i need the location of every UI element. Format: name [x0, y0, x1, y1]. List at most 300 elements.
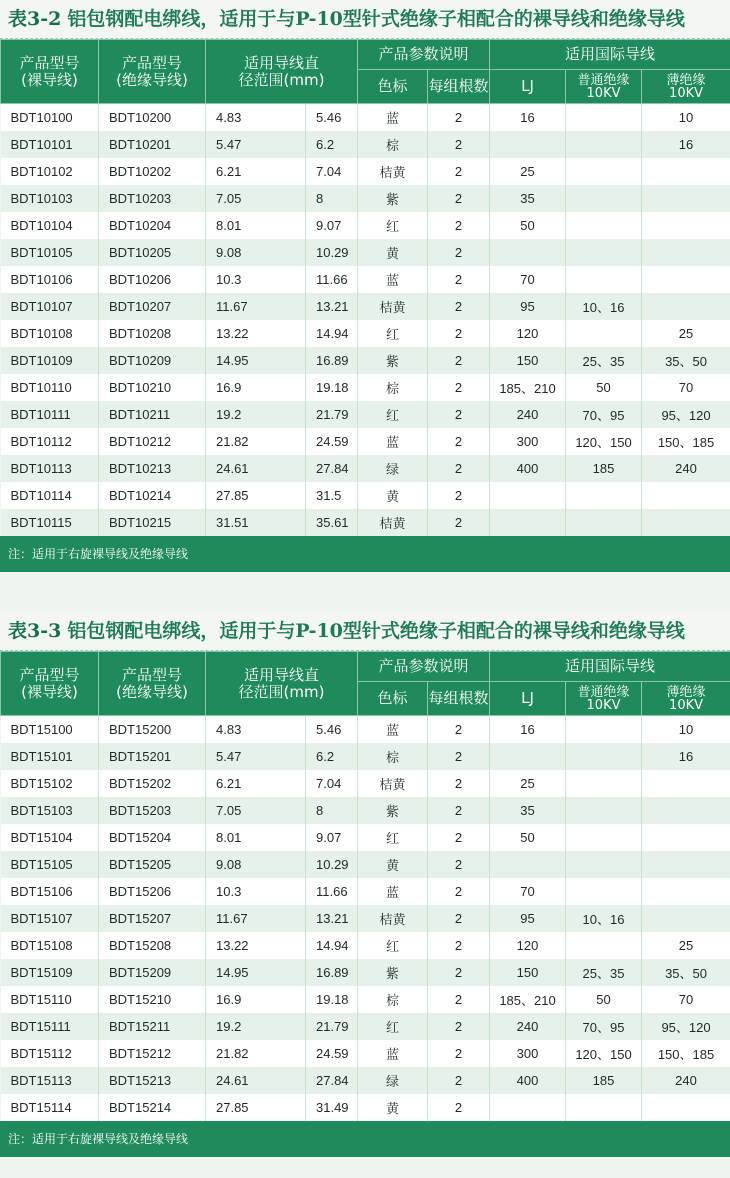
cell-model-bare: BDT15103	[1, 797, 99, 824]
cell-count: 2	[428, 158, 490, 185]
cell-diameter-min: 21.82	[206, 1040, 306, 1067]
cell-normal-insulation: 70、95	[566, 1013, 642, 1040]
cell-count: 2	[428, 239, 490, 266]
cell-normal-insulation	[566, 1094, 642, 1121]
cell-diameter-min: 19.2	[206, 401, 306, 428]
table-row	[1, 212, 730, 239]
cell-model-insulated: BDT10208	[99, 320, 206, 347]
cell-diameter-max: 27.84	[306, 455, 358, 482]
cell-count: 2	[428, 131, 490, 158]
cell-lj: 35	[490, 797, 566, 824]
table-row	[1, 482, 730, 509]
cell-model-insulated: BDT15204	[99, 824, 206, 851]
cell-model-bare: BDT10104	[1, 212, 99, 239]
cell-normal-insulation: 25、35	[566, 347, 642, 374]
cell-diameter-min: 8.01	[206, 212, 306, 239]
cell-diameter-min: 27.85	[206, 482, 306, 509]
cell-diameter-min: 13.22	[206, 320, 306, 347]
cell-lj: 185、210	[490, 374, 566, 401]
spec-table	[0, 651, 730, 1121]
cell-thin-insulation	[642, 509, 730, 536]
cell-color: 红	[358, 320, 428, 347]
cell-model-insulated: BDT10202	[99, 158, 206, 185]
cell-lj: 240	[490, 401, 566, 428]
cell-diameter-max: 6.2	[306, 131, 358, 158]
header-lj: LJ	[490, 70, 566, 104]
cell-count: 2	[428, 716, 490, 744]
table-3-2-section	[0, 0, 730, 572]
cell-color: 紫	[358, 959, 428, 986]
table-row	[1, 158, 730, 185]
table-row	[1, 293, 730, 320]
cell-diameter-max: 10.29	[306, 851, 358, 878]
table-row	[1, 770, 730, 797]
cell-model-bare: BDT10102	[1, 158, 99, 185]
cell-diameter-min: 10.3	[206, 878, 306, 905]
cell-thin-insulation: 150、185	[642, 428, 730, 455]
cell-count: 2	[428, 986, 490, 1013]
cell-diameter-max: 24.59	[306, 1040, 358, 1067]
cell-thin-insulation	[642, 878, 730, 905]
cell-model-bare: BDT10103	[1, 185, 99, 212]
cell-thin-insulation: 10	[642, 104, 730, 132]
cell-thin-insulation	[642, 212, 730, 239]
cell-normal-insulation	[566, 158, 642, 185]
header-lj: LJ	[490, 682, 566, 716]
cell-model-insulated: BDT10210	[99, 374, 206, 401]
cell-diameter-min: 8.01	[206, 824, 306, 851]
cell-thin-insulation	[642, 266, 730, 293]
cell-normal-insulation	[566, 482, 642, 509]
table-3-3-section	[0, 612, 730, 1157]
cell-color: 蓝	[358, 266, 428, 293]
cell-model-insulated: BDT15212	[99, 1040, 206, 1067]
table-number: 表3-2	[8, 8, 62, 30]
cell-model-bare: BDT10111	[1, 401, 99, 428]
header-thin-insulation: 薄绝缘 10KV	[642, 70, 730, 104]
cell-lj: 16	[490, 104, 566, 132]
cell-model-bare: BDT10112	[1, 428, 99, 455]
cell-diameter-min: 16.9	[206, 986, 306, 1013]
table-row	[1, 1067, 730, 1094]
table-row	[1, 266, 730, 293]
table-row	[1, 797, 730, 824]
cell-lj: 16	[490, 716, 566, 744]
header-count: 每组根数	[428, 70, 490, 104]
cell-count: 2	[428, 878, 490, 905]
cell-thin-insulation	[642, 293, 730, 320]
cell-lj: 35	[490, 185, 566, 212]
cell-model-insulated: BDT15200	[99, 716, 206, 744]
table-row	[1, 320, 730, 347]
cell-color: 红	[358, 401, 428, 428]
table-title	[0, 612, 730, 651]
header-params: 产品参数说明	[358, 40, 490, 70]
cell-count: 2	[428, 455, 490, 482]
table-row	[1, 878, 730, 905]
cell-diameter-min: 9.08	[206, 239, 306, 266]
cell-diameter-max: 21.79	[306, 401, 358, 428]
cell-model-insulated: BDT10213	[99, 455, 206, 482]
cell-diameter-min: 6.21	[206, 158, 306, 185]
cell-thin-insulation: 240	[642, 1067, 730, 1094]
cell-color: 黄	[358, 482, 428, 509]
cell-lj: 95	[490, 293, 566, 320]
cell-lj: 25	[490, 158, 566, 185]
cell-model-insulated: BDT10214	[99, 482, 206, 509]
cell-color: 黄	[358, 239, 428, 266]
cell-thin-insulation	[642, 185, 730, 212]
cell-diameter-min: 27.85	[206, 1094, 306, 1121]
cell-color: 绿	[358, 455, 428, 482]
cell-color: 桔黄	[358, 905, 428, 932]
header-model-bare: 产品型号 (裸导线)	[1, 652, 99, 716]
cell-count: 2	[428, 1040, 490, 1067]
cell-color: 紫	[358, 797, 428, 824]
cell-lj: 400	[490, 455, 566, 482]
cell-model-bare: BDT10110	[1, 374, 99, 401]
cell-diameter-max: 9.07	[306, 824, 358, 851]
table-row	[1, 104, 730, 132]
cell-normal-insulation	[566, 716, 642, 744]
cell-diameter-max: 19.18	[306, 986, 358, 1013]
cell-count: 2	[428, 347, 490, 374]
header-params: 产品参数说明	[358, 652, 490, 682]
table-title	[0, 0, 730, 39]
cell-lj: 150	[490, 959, 566, 986]
cell-diameter-min: 24.61	[206, 1067, 306, 1094]
cell-lj	[490, 743, 566, 770]
cell-lj: 70	[490, 266, 566, 293]
cell-lj: 300	[490, 428, 566, 455]
cell-color: 黄	[358, 851, 428, 878]
cell-color: 蓝	[358, 428, 428, 455]
cell-model-bare: BDT10114	[1, 482, 99, 509]
cell-normal-insulation: 10、16	[566, 293, 642, 320]
cell-diameter-max: 6.2	[306, 743, 358, 770]
cell-model-bare: BDT10107	[1, 293, 99, 320]
table-row	[1, 905, 730, 932]
cell-model-bare: BDT15114	[1, 1094, 99, 1121]
table-row	[1, 455, 730, 482]
cell-model-bare: BDT15112	[1, 1040, 99, 1067]
cell-normal-insulation	[566, 743, 642, 770]
table-row	[1, 239, 730, 266]
table-row	[1, 131, 730, 158]
header-normal-insulation: 普通绝缘 10KV	[566, 70, 642, 104]
cell-count: 2	[428, 320, 490, 347]
cell-diameter-max: 16.89	[306, 347, 358, 374]
table-note: 注：适用于右旋裸导线及绝缘导线	[0, 536, 730, 572]
cell-count: 2	[428, 851, 490, 878]
cell-model-bare: BDT10100	[1, 104, 99, 132]
cell-thin-insulation	[642, 824, 730, 851]
cell-color: 棕	[358, 743, 428, 770]
header-color: 色标	[358, 682, 428, 716]
cell-count: 2	[428, 266, 490, 293]
cell-normal-insulation	[566, 509, 642, 536]
cell-diameter-min: 5.47	[206, 743, 306, 770]
cell-model-insulated: BDT10204	[99, 212, 206, 239]
cell-normal-insulation	[566, 320, 642, 347]
cell-normal-insulation	[566, 878, 642, 905]
cell-count: 2	[428, 374, 490, 401]
cell-model-bare: BDT15107	[1, 905, 99, 932]
cell-thin-insulation: 70	[642, 986, 730, 1013]
table-row	[1, 1013, 730, 1040]
cell-lj: 150	[490, 347, 566, 374]
cell-normal-insulation: 10、16	[566, 905, 642, 932]
cell-normal-insulation: 120、150	[566, 428, 642, 455]
cell-count: 2	[428, 482, 490, 509]
cell-model-bare: BDT10108	[1, 320, 99, 347]
cell-model-insulated: BDT10203	[99, 185, 206, 212]
cell-thin-insulation: 95、120	[642, 1013, 730, 1040]
cell-model-insulated: BDT15208	[99, 932, 206, 959]
cell-lj: 120	[490, 932, 566, 959]
cell-count: 2	[428, 401, 490, 428]
cell-diameter-max: 14.94	[306, 932, 358, 959]
cell-model-insulated: BDT10200	[99, 104, 206, 132]
cell-color: 红	[358, 932, 428, 959]
cell-lj: 70	[490, 878, 566, 905]
header-model-insulated: 产品型号 (绝缘导线)	[99, 40, 206, 104]
cell-diameter-max: 8	[306, 797, 358, 824]
cell-diameter-max: 24.59	[306, 428, 358, 455]
table-row	[1, 401, 730, 428]
cell-normal-insulation	[566, 797, 642, 824]
cell-model-insulated: BDT15209	[99, 959, 206, 986]
cell-thin-insulation	[642, 482, 730, 509]
cell-diameter-min: 5.47	[206, 131, 306, 158]
cell-color: 棕	[358, 374, 428, 401]
table-row	[1, 347, 730, 374]
cell-diameter-max: 13.21	[306, 905, 358, 932]
header-intl: 适用国际导线	[490, 40, 730, 70]
cell-model-insulated: BDT15203	[99, 797, 206, 824]
cell-count: 2	[428, 824, 490, 851]
cell-diameter-min: 10.3	[206, 266, 306, 293]
cell-normal-insulation	[566, 239, 642, 266]
cell-diameter-max: 31.5	[306, 482, 358, 509]
cell-count: 2	[428, 104, 490, 132]
cell-model-insulated: BDT10215	[99, 509, 206, 536]
cell-model-bare: BDT10113	[1, 455, 99, 482]
cell-model-insulated: BDT15207	[99, 905, 206, 932]
cell-diameter-max: 35.61	[306, 509, 358, 536]
cell-model-insulated: BDT10209	[99, 347, 206, 374]
cell-diameter-min: 6.21	[206, 770, 306, 797]
cell-color: 蓝	[358, 104, 428, 132]
cell-color: 棕	[358, 131, 428, 158]
cell-thin-insulation: 35、50	[642, 347, 730, 374]
cell-thin-insulation: 16	[642, 743, 730, 770]
cell-model-bare: BDT15111	[1, 1013, 99, 1040]
cell-thin-insulation: 25	[642, 320, 730, 347]
cell-color: 桔黄	[358, 509, 428, 536]
cell-diameter-max: 5.46	[306, 104, 358, 132]
cell-lj: 50	[490, 824, 566, 851]
table-row	[1, 428, 730, 455]
table-row	[1, 959, 730, 986]
cell-normal-insulation	[566, 185, 642, 212]
cell-lj: 240	[490, 1013, 566, 1040]
cell-model-insulated: BDT15211	[99, 1013, 206, 1040]
cell-thin-insulation: 35、50	[642, 959, 730, 986]
cell-model-insulated: BDT15201	[99, 743, 206, 770]
cell-diameter-min: 19.2	[206, 1013, 306, 1040]
cell-model-insulated: BDT10212	[99, 428, 206, 455]
cell-diameter-min: 4.83	[206, 104, 306, 132]
cell-diameter-min: 7.05	[206, 185, 306, 212]
cell-diameter-max: 5.46	[306, 716, 358, 744]
cell-count: 2	[428, 1067, 490, 1094]
cell-color: 桔黄	[358, 293, 428, 320]
cell-model-bare: BDT15108	[1, 932, 99, 959]
cell-color: 桔黄	[358, 158, 428, 185]
table-title-text: 铝包钢配电绑线，适用于与P-10型针式绝缘子相配合的裸导线和绝缘导线	[67, 620, 685, 642]
cell-diameter-max: 8	[306, 185, 358, 212]
cell-lj: 300	[490, 1040, 566, 1067]
cell-diameter-max: 27.84	[306, 1067, 358, 1094]
table-row	[1, 374, 730, 401]
cell-diameter-max: 7.04	[306, 158, 358, 185]
table-row	[1, 1094, 730, 1121]
header-count: 每组根数	[428, 682, 490, 716]
cell-diameter-max: 21.79	[306, 1013, 358, 1040]
table-row	[1, 185, 730, 212]
header-thin-insulation: 薄绝缘 10KV	[642, 682, 730, 716]
cell-diameter-max: 7.04	[306, 770, 358, 797]
cell-color: 绿	[358, 1067, 428, 1094]
cell-diameter-max: 19.18	[306, 374, 358, 401]
cell-model-bare: BDT15106	[1, 878, 99, 905]
cell-thin-insulation	[642, 851, 730, 878]
cell-color: 棕	[358, 986, 428, 1013]
header-normal-insulation: 普通绝缘 10KV	[566, 682, 642, 716]
cell-normal-insulation: 70、95	[566, 401, 642, 428]
cell-model-insulated: BDT15210	[99, 986, 206, 1013]
cell-count: 2	[428, 905, 490, 932]
cell-model-bare: BDT15101	[1, 743, 99, 770]
cell-thin-insulation: 25	[642, 932, 730, 959]
cell-color: 红	[358, 212, 428, 239]
cell-model-bare: BDT15102	[1, 770, 99, 797]
header-model-bare: 产品型号 (裸导线)	[1, 40, 99, 104]
cell-model-bare: BDT10105	[1, 239, 99, 266]
table-row	[1, 716, 730, 744]
cell-model-insulated: BDT15206	[99, 878, 206, 905]
cell-thin-insulation: 240	[642, 455, 730, 482]
cell-lj	[490, 851, 566, 878]
cell-model-bare: BDT15109	[1, 959, 99, 986]
table-number: 表3-3	[8, 620, 62, 642]
cell-color: 桔黄	[358, 770, 428, 797]
table-row	[1, 1040, 730, 1067]
cell-color: 紫	[358, 185, 428, 212]
table-row	[1, 509, 730, 536]
cell-count: 2	[428, 1013, 490, 1040]
cell-color: 红	[358, 1013, 428, 1040]
cell-normal-insulation: 25、35	[566, 959, 642, 986]
cell-color: 红	[358, 824, 428, 851]
cell-normal-insulation: 50	[566, 374, 642, 401]
cell-lj: 120	[490, 320, 566, 347]
table-row	[1, 851, 730, 878]
cell-diameter-min: 14.95	[206, 959, 306, 986]
cell-model-bare: BDT15105	[1, 851, 99, 878]
cell-count: 2	[428, 932, 490, 959]
cell-diameter-max: 31.49	[306, 1094, 358, 1121]
cell-model-bare: BDT15100	[1, 716, 99, 744]
cell-normal-insulation	[566, 770, 642, 797]
cell-lj	[490, 1094, 566, 1121]
cell-thin-insulation	[642, 158, 730, 185]
cell-lj: 50	[490, 212, 566, 239]
cell-normal-insulation: 50	[566, 986, 642, 1013]
header-model-insulated: 产品型号 (绝缘导线)	[99, 652, 206, 716]
cell-color: 蓝	[358, 716, 428, 744]
cell-lj: 25	[490, 770, 566, 797]
cell-count: 2	[428, 509, 490, 536]
cell-model-bare: BDT10115	[1, 509, 99, 536]
table-note: 注：适用于右旋裸导线及绝缘导线	[0, 1121, 730, 1157]
cell-lj	[490, 131, 566, 158]
cell-lj: 185、210	[490, 986, 566, 1013]
cell-diameter-max: 13.21	[306, 293, 358, 320]
cell-diameter-min: 16.9	[206, 374, 306, 401]
cell-color: 黄	[358, 1094, 428, 1121]
cell-diameter-max: 11.66	[306, 266, 358, 293]
cell-diameter-min: 21.82	[206, 428, 306, 455]
cell-normal-insulation: 185	[566, 1067, 642, 1094]
cell-count: 2	[428, 293, 490, 320]
cell-color: 蓝	[358, 1040, 428, 1067]
cell-thin-insulation: 10	[642, 716, 730, 744]
table-title-text: 铝包钢配电绑线，适用于与P-10型针式绝缘子相配合的裸导线和绝缘导线	[67, 8, 685, 30]
cell-diameter-max: 16.89	[306, 959, 358, 986]
cell-count: 2	[428, 743, 490, 770]
cell-thin-insulation	[642, 239, 730, 266]
cell-diameter-max: 9.07	[306, 212, 358, 239]
cell-normal-insulation	[566, 131, 642, 158]
cell-model-bare: BDT15104	[1, 824, 99, 851]
table-row	[1, 986, 730, 1013]
cell-model-insulated: BDT10205	[99, 239, 206, 266]
cell-model-insulated: BDT10207	[99, 293, 206, 320]
cell-model-insulated: BDT10201	[99, 131, 206, 158]
cell-diameter-max: 11.66	[306, 878, 358, 905]
cell-normal-insulation	[566, 851, 642, 878]
cell-diameter-min: 31.51	[206, 509, 306, 536]
cell-model-bare: BDT10101	[1, 131, 99, 158]
cell-color: 蓝	[358, 878, 428, 905]
cell-color: 紫	[358, 347, 428, 374]
cell-thin-insulation: 16	[642, 131, 730, 158]
cell-diameter-min: 7.05	[206, 797, 306, 824]
cell-normal-insulation: 185	[566, 455, 642, 482]
header-intl: 适用国际导线	[490, 652, 730, 682]
cell-diameter-min: 13.22	[206, 932, 306, 959]
cell-count: 2	[428, 797, 490, 824]
cell-diameter-min: 11.67	[206, 293, 306, 320]
cell-diameter-min: 4.83	[206, 716, 306, 744]
cell-thin-insulation	[642, 1094, 730, 1121]
cell-count: 2	[428, 185, 490, 212]
cell-normal-insulation	[566, 266, 642, 293]
cell-model-insulated: BDT15205	[99, 851, 206, 878]
cell-normal-insulation	[566, 212, 642, 239]
